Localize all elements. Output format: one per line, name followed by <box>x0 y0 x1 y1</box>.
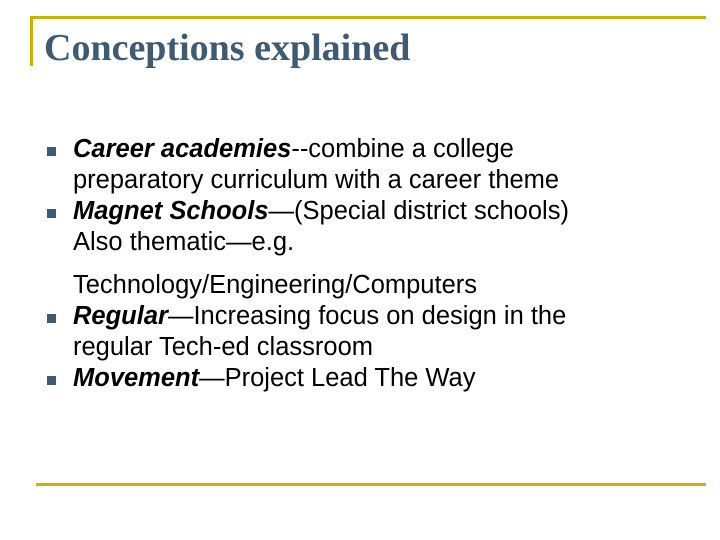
bullet-list <box>44 134 684 394</box>
square-bullet-icon <box>47 376 56 385</box>
bullet-term: Career academies <box>73 135 292 163</box>
bottom-rule <box>36 483 706 486</box>
bullet-continuation: regular Tech-ed classroom <box>73 333 373 361</box>
bullet-text: —Project Lead The Way <box>199 364 476 392</box>
bullet-regular <box>44 301 684 363</box>
bullet-text: —Increasing focus on design in the <box>167 302 567 330</box>
bullet-continuation: preparatory curriculum with a career theme <box>73 166 560 194</box>
square-bullet-icon <box>47 209 56 218</box>
bullet-line <box>73 134 684 165</box>
bullet-text: --combine a college <box>291 135 514 163</box>
bullet-term: Regular <box>73 302 168 330</box>
bullet-movement <box>44 363 684 394</box>
bullet-career-academies <box>44 134 684 196</box>
bullet-term: Movement <box>73 364 200 392</box>
bullet-text: —(Special district schools) <box>268 197 569 225</box>
bullet-term: Magnet Schools <box>73 197 269 225</box>
bullet-line <box>73 301 684 332</box>
square-bullet-icon <box>47 147 56 156</box>
slide-title: Conceptions explained <box>44 27 411 69</box>
title-frame-top-rule <box>30 16 706 19</box>
title-frame-left-rule <box>30 16 33 66</box>
bullet-line <box>73 363 684 394</box>
bullet-continuation: Also thematic—e.g. <box>73 228 295 256</box>
bullet-line <box>73 196 684 227</box>
bullet-magnet-schools <box>44 196 684 301</box>
bullet-continuation: Technology/Engineering/Computers <box>73 271 477 299</box>
square-bullet-icon <box>47 314 56 323</box>
